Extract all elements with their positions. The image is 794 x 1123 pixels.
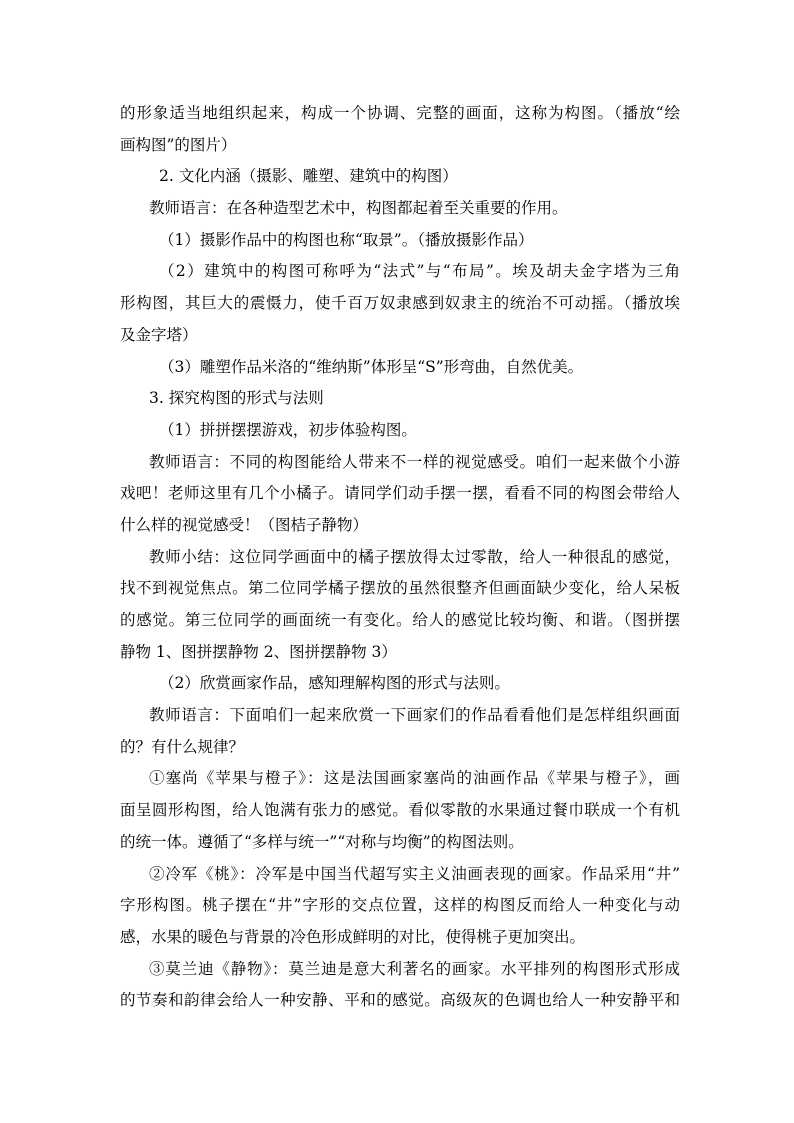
paragraph-line: 字形构图。桃子摆在“井”字形的交点位置，这样的构图反而给人一种变化与动 — [120, 896, 680, 915]
list-item: （2）建筑中的构图可称呼为“法式”与“布局”。埃及胡夫金字塔为三角 — [159, 262, 680, 281]
section-heading: 3. 探究构图的形式与法则 — [149, 389, 324, 408]
paragraph-line: 面呈圆形构图，给人饱满有张力的感觉。看似零散的水果通过餐巾联成一个有机 — [120, 801, 680, 820]
paragraph-line: 的形象适当地组织起来，构成一个协调、完整的画面，这称为构图。（播放“绘 — [120, 104, 680, 122]
list-item: （1）摄影作品中的构图也称“取景”。（播放摄影作品） — [159, 230, 534, 249]
paragraph-line: 的节奏和韵律会给人一种安静、平和的感觉。高级灰的色调也给人一种安静平和 — [120, 991, 680, 1010]
paragraph-line: ②冷军《桃》：冷军是中国当代超写实主义油画表现的画家。作品采用“井” — [149, 864, 680, 883]
document-body — [120, 98, 680, 1017]
paragraph-line: 画构图”的图片） — [120, 135, 237, 154]
paragraph-line: 教师语言：下面咱们一起来欣赏一下画家们的作品看看他们是怎样组织画面 — [149, 706, 680, 725]
list-item: （3）雕塑作品米洛的“维纳斯”体形呈“S”形弯曲，自然优美。 — [159, 357, 584, 376]
paragraph-line: ①塞尚《苹果与橙子》：这是法国画家塞尚的油画作品《苹果与橙子》，画 — [149, 769, 680, 788]
paragraph-line: 教师语言：不同的构图能给人带来不一样的视觉感受。咱们一起来做个小游 — [149, 452, 680, 471]
paragraph-line: 教师语言：在各种造型艺术中，构图都起着至关重要的作用。 — [149, 199, 568, 218]
paragraph-line: 什么样的视觉感受！（图桔子静物） — [120, 515, 369, 534]
section-heading: 2. 文化内涵（摄影、雕塑、建筑中的构图） — [159, 167, 458, 186]
paragraph-line: 的感觉。第三位同学的画面统一有变化。给人的感觉比较均衡、和谐。（图拼摆 — [120, 611, 680, 629]
paragraph-line: 静物 1、图拼摆静物 2、图拼摆静物 3） — [120, 642, 397, 661]
list-item: （2）欣赏画家作品，感知理解构图的形式与法则。 — [159, 674, 510, 693]
paragraph-line: 的？有什么规律？ — [120, 737, 245, 756]
paragraph-line: 找不到视觉焦点。第二位同学橘子摆放的虽然很整齐但画面缺少变化，给人呆板 — [120, 579, 680, 598]
paragraph-line: ③莫兰迪《静物》：莫兰迪是意大利著名的画家。水平排列的构图形式形成 — [149, 959, 680, 978]
paragraph-line: 教师小结：这位同学画面中的橘子摆放得太过零散，给人一种很乱的感觉， — [149, 547, 680, 566]
paragraph-line: 及金字塔） — [120, 325, 198, 344]
paragraph-line: 戏吧！老师这里有几个小橘子。请同学们动手摆一摆，看看不同的构图会带给人 — [120, 484, 680, 503]
paragraph-line: 形构图，其巨大的震慑力，使千百万奴隶感到奴隶主的统治不可动摇。（播放埃 — [120, 294, 680, 313]
paragraph-line: 的统一体。遵循了“多样与统一”“对称与均衡”的构图法则。 — [120, 832, 524, 851]
list-item: （1）拼拼摆摆游戏，初步体验构图。 — [159, 420, 417, 439]
paragraph-line: 感，水果的暖色与背景的冷色形成鲜明的对比，使得桃子更加突出。 — [120, 927, 586, 946]
